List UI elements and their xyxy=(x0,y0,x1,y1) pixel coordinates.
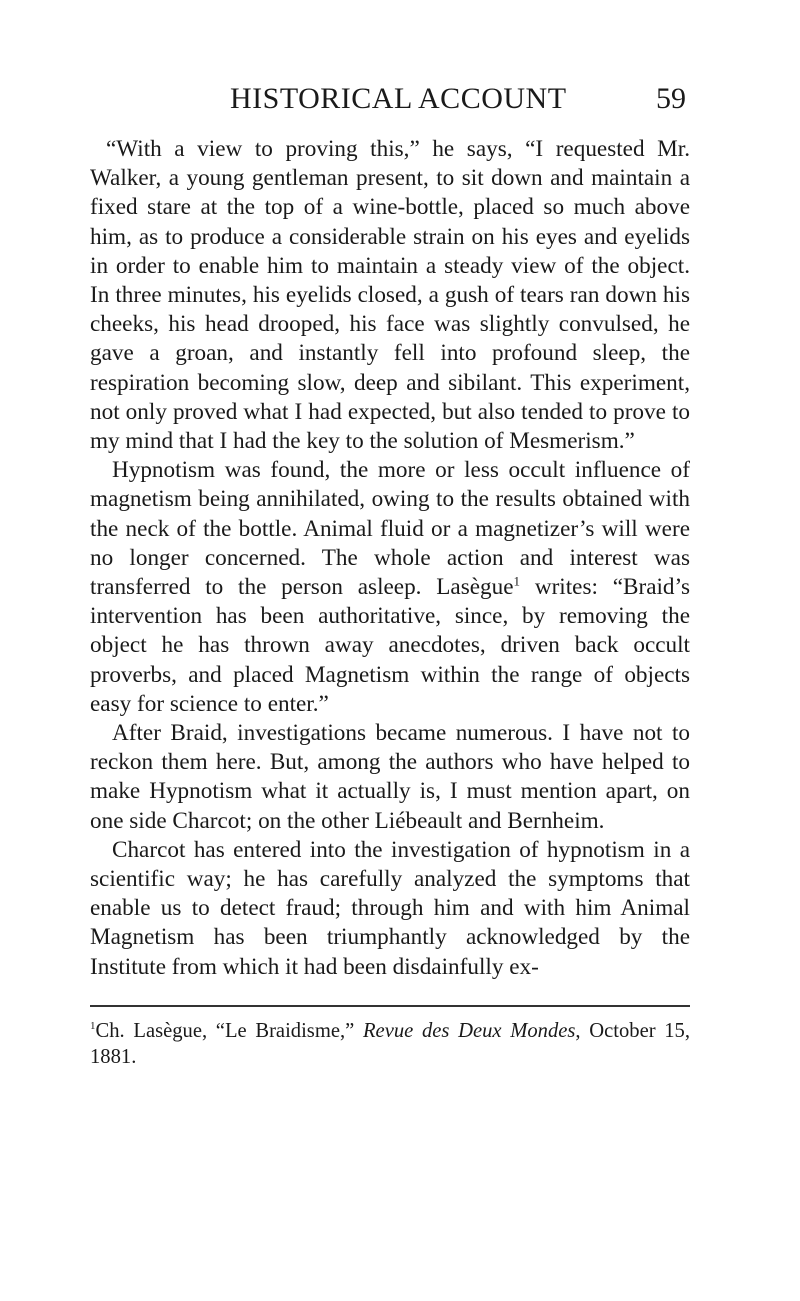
footnote-date: , October 15, 1881. xyxy=(90,1020,690,1068)
paragraph-hypnotism-found xyxy=(90,456,690,719)
footnote xyxy=(90,1018,690,1070)
body-text xyxy=(90,135,690,982)
footnote-reference-mark[interactable]: 1 xyxy=(513,573,521,589)
paragraph-after-braid: After Braid, investigations became numerous. I have not to reckon them here. But, among the authors who have helped to make Hypnotism what it actually is, I must mention apart, on one side Charcot; on the other Liébeault and Bernheim. xyxy=(90,720,690,834)
footnote-author: Ch. Lasègue, “Le Braidisme,” xyxy=(95,1020,363,1042)
paragraph-charcot: Charcot has entered into the investigation of hypnotism in a scientific way; he has carefully analyzed the symptoms that enable us to detect fraud; through him and with him Animal Magnetism has been triumphantly acknowledged by the Institute from which it had been disdainfully ex- xyxy=(90,836,690,980)
page-number: 59 xyxy=(656,82,686,115)
running-head xyxy=(230,82,686,122)
paragraph-text-after-footnote: writes: “Braid’s intervention has been authoritative, since, by removing the object he has thrown away anecdotes, driven back occult proverbs, and placed Magnetism within the range of objects easy for science to enter.” xyxy=(90,574,690,717)
paragraph-braid-quote: “With a view to proving this,” he says, “I requested Mr. Walker, a young gentleman present, to sit down and maintain a fixed stare at the top of a wine-bottle, placed so much above him, as to produce a considerable strain on his eyes and eyelids in order to enable him to maintain a steady view of the object. In three minutes, his eyelids closed, a gush of tears ran down his cheeks, his head drooped, his face was slightly convulsed, he gave a groan, and instantly fell into profound sleep, the respiration becoming slow, deep and sibilant. This experiment, not only proved what I had expected, but also tended to prove to my mind that I had the key to the solution of Mesmerism.” xyxy=(90,136,690,455)
running-title: HISTORICAL ACCOUNT xyxy=(230,82,567,115)
footnote-journal: Revue des Deux Mondes xyxy=(362,1020,576,1042)
footnote-rule xyxy=(90,1005,690,1007)
paragraph-text-before-footnote: Hypnotism was found, the more or less occult influence of magnetism being annihilated, owing to the results obtained with the neck of the bottle. Animal fluid or a magnetizer’s will were no longer concerned. The whole action and interest was transferred to the person asleep. Lasègue xyxy=(90,457,690,601)
footnote-mark: 1 xyxy=(90,1020,96,1033)
